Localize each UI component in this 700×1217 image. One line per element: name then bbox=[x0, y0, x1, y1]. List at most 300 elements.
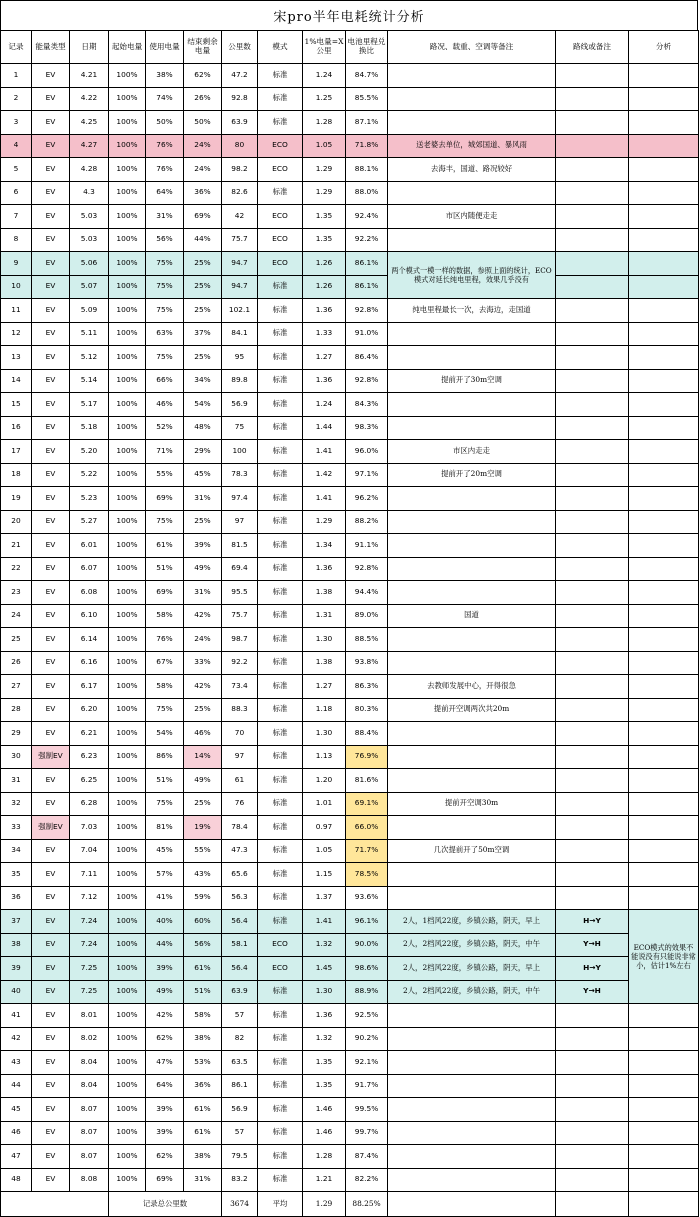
cell-start-charge: 100% bbox=[109, 205, 146, 229]
table-row bbox=[1, 205, 699, 229]
cell-record: 16 bbox=[1, 416, 32, 440]
cell-date: 8.07 bbox=[70, 1145, 109, 1169]
cell-route bbox=[556, 487, 629, 511]
cell-record: 12 bbox=[1, 322, 32, 346]
cell-km: 57 bbox=[222, 1004, 258, 1028]
cell-start-charge: 100% bbox=[109, 487, 146, 511]
cell-start-charge: 100% bbox=[109, 534, 146, 558]
cell-analysis-empty bbox=[629, 205, 699, 229]
cell-start-charge: 100% bbox=[109, 628, 146, 652]
cell-km-per-percent: 1.42 bbox=[303, 463, 346, 487]
cell-date: 5.14 bbox=[70, 369, 109, 393]
header-km: 公里数 bbox=[222, 31, 258, 64]
header-ratio: 电池里程兑换比 bbox=[346, 31, 388, 64]
cell-analysis-empty bbox=[629, 1145, 699, 1169]
cell-ratio: 71.8% bbox=[346, 134, 388, 158]
table-row bbox=[1, 1121, 699, 1145]
cell-remark: 市区内随便走走 bbox=[388, 205, 556, 229]
cell-end-charge: 46% bbox=[184, 722, 222, 746]
cell-km-per-percent: 1.46 bbox=[303, 1098, 346, 1122]
cell-analysis-empty bbox=[629, 1098, 699, 1122]
cell-route bbox=[556, 675, 629, 699]
cell-start-charge: 100% bbox=[109, 228, 146, 252]
cell-start-charge: 100% bbox=[109, 1027, 146, 1051]
cell-energy-type: EV bbox=[32, 64, 70, 88]
cell-route bbox=[556, 158, 629, 182]
cell-energy-type: EV bbox=[32, 1121, 70, 1145]
cell-record: 38 bbox=[1, 933, 32, 957]
cell-route bbox=[556, 181, 629, 205]
cell-used-charge: 75% bbox=[146, 792, 184, 816]
cell-date: 6.01 bbox=[70, 534, 109, 558]
cell-start-charge: 100% bbox=[109, 957, 146, 981]
cell-energy-type: EV bbox=[32, 957, 70, 981]
cell-energy-type: EV bbox=[32, 557, 70, 581]
cell-record: 8 bbox=[1, 228, 32, 252]
cell-route bbox=[556, 134, 629, 158]
cell-analysis-empty bbox=[629, 534, 699, 558]
cell-route bbox=[556, 275, 629, 299]
cell-record: 46 bbox=[1, 1121, 32, 1145]
cell-mode: 标准 bbox=[258, 463, 303, 487]
cell-start-charge: 100% bbox=[109, 675, 146, 699]
cell-end-charge: 56% bbox=[184, 933, 222, 957]
cell-end-charge: 25% bbox=[184, 510, 222, 534]
cell-end-charge: 51% bbox=[184, 980, 222, 1004]
cell-energy-type: EV bbox=[32, 158, 70, 182]
cell-ratio: 88.1% bbox=[346, 158, 388, 182]
cell-ratio: 76.9% bbox=[346, 745, 388, 769]
cell-merged-remark: 两个模式一模一样的数据，参照上面的统计，ECO模式对延长纯电里程，效果几乎没有 bbox=[388, 252, 556, 299]
cell-energy-type: EV bbox=[32, 604, 70, 628]
cell-ratio: 80.3% bbox=[346, 698, 388, 722]
cell-start-charge: 100% bbox=[109, 393, 146, 417]
cell-remark bbox=[388, 722, 556, 746]
table-row bbox=[1, 557, 699, 581]
cell-route bbox=[556, 346, 629, 370]
cell-km-per-percent: 1.33 bbox=[303, 322, 346, 346]
cell-km-per-percent: 1.24 bbox=[303, 393, 346, 417]
cell-ratio: 86.1% bbox=[346, 275, 388, 299]
cell-remark bbox=[388, 416, 556, 440]
cell-energy-type: EV bbox=[32, 1074, 70, 1098]
cell-remark: 纯电里程最长一次，去海边，走国道 bbox=[388, 299, 556, 323]
cell-mode: 标准 bbox=[258, 181, 303, 205]
cell-date: 7.24 bbox=[70, 910, 109, 934]
cell-end-charge: 45% bbox=[184, 463, 222, 487]
cell-start-charge: 100% bbox=[109, 722, 146, 746]
cell-date: 8.01 bbox=[70, 1004, 109, 1028]
cell-energy-type: EV bbox=[32, 980, 70, 1004]
cell-km-per-percent: 1.36 bbox=[303, 557, 346, 581]
cell-energy-type: EV bbox=[32, 792, 70, 816]
cell-date: 6.20 bbox=[70, 698, 109, 722]
cell-mode: 标准 bbox=[258, 275, 303, 299]
cell-remark bbox=[388, 1168, 556, 1192]
cell-used-charge: 66% bbox=[146, 369, 184, 393]
footer-avg-label: 平均 bbox=[258, 1192, 303, 1217]
cell-analysis-empty bbox=[629, 346, 699, 370]
cell-start-charge: 100% bbox=[109, 346, 146, 370]
cell-start-charge: 100% bbox=[109, 1004, 146, 1028]
cell-km: 78.3 bbox=[222, 463, 258, 487]
cell-record: 10 bbox=[1, 275, 32, 299]
cell-remark bbox=[388, 651, 556, 675]
cell-route bbox=[556, 1027, 629, 1051]
cell-mode: ECO bbox=[258, 228, 303, 252]
cell-mode: ECO bbox=[258, 252, 303, 276]
cell-km: 98.2 bbox=[222, 158, 258, 182]
cell-km-per-percent: 1.35 bbox=[303, 1074, 346, 1098]
cell-date: 5.22 bbox=[70, 463, 109, 487]
cell-date: 6.16 bbox=[70, 651, 109, 675]
cell-remark bbox=[388, 487, 556, 511]
cell-km: 75.7 bbox=[222, 228, 258, 252]
cell-km: 86.1 bbox=[222, 1074, 258, 1098]
cell-used-charge: 62% bbox=[146, 1145, 184, 1169]
cell-km: 88.3 bbox=[222, 698, 258, 722]
cell-record: 41 bbox=[1, 1004, 32, 1028]
cell-ratio: 92.8% bbox=[346, 369, 388, 393]
cell-record: 47 bbox=[1, 1145, 32, 1169]
cell-km-per-percent: 1.29 bbox=[303, 510, 346, 534]
cell-km: 78.4 bbox=[222, 816, 258, 840]
cell-route: H→Y bbox=[556, 957, 629, 981]
cell-km: 75 bbox=[222, 416, 258, 440]
table-row bbox=[1, 651, 699, 675]
header-energy-type: 能量类型 bbox=[32, 31, 70, 64]
cell-energy-type: EV bbox=[32, 628, 70, 652]
cell-date: 5.03 bbox=[70, 205, 109, 229]
cell-energy-type: EV bbox=[32, 933, 70, 957]
cell-ratio: 99.5% bbox=[346, 1098, 388, 1122]
cell-start-charge: 100% bbox=[109, 181, 146, 205]
cell-km-per-percent: 1.45 bbox=[303, 957, 346, 981]
cell-record: 30 bbox=[1, 745, 32, 769]
cell-start-charge: 100% bbox=[109, 769, 146, 793]
table-row bbox=[1, 510, 699, 534]
cell-ratio: 90.2% bbox=[346, 1027, 388, 1051]
cell-used-charge: 55% bbox=[146, 463, 184, 487]
cell-start-charge: 100% bbox=[109, 369, 146, 393]
cell-record: 25 bbox=[1, 628, 32, 652]
cell-date: 6.25 bbox=[70, 769, 109, 793]
cell-start-charge: 100% bbox=[109, 111, 146, 135]
cell-energy-type: EV bbox=[32, 87, 70, 111]
cell-ratio: 92.8% bbox=[346, 557, 388, 581]
cell-ratio: 84.3% bbox=[346, 393, 388, 417]
cell-analysis-empty bbox=[629, 816, 699, 840]
cell-used-charge: 45% bbox=[146, 839, 184, 863]
cell-date: 5.17 bbox=[70, 393, 109, 417]
cell-ratio: 89.0% bbox=[346, 604, 388, 628]
cell-km-per-percent: 1.26 bbox=[303, 252, 346, 276]
cell-end-charge: 55% bbox=[184, 839, 222, 863]
table-row bbox=[1, 722, 699, 746]
cell-record: 9 bbox=[1, 252, 32, 276]
cell-analysis-empty bbox=[629, 557, 699, 581]
cell-analysis-empty bbox=[629, 440, 699, 464]
cell-start-charge: 100% bbox=[109, 698, 146, 722]
cell-start-charge: 100% bbox=[109, 416, 146, 440]
cell-analysis-empty bbox=[629, 181, 699, 205]
cell-used-charge: 74% bbox=[146, 87, 184, 111]
cell-remark: 去教师发展中心，开得很急 bbox=[388, 675, 556, 699]
cell-ratio: 91.1% bbox=[346, 534, 388, 558]
cell-route: H→Y bbox=[556, 910, 629, 934]
cell-km: 94.7 bbox=[222, 252, 258, 276]
cell-analysis-empty bbox=[629, 487, 699, 511]
cell-date: 6.28 bbox=[70, 792, 109, 816]
cell-energy-type: EV bbox=[32, 510, 70, 534]
header-date: 日期 bbox=[70, 31, 109, 64]
cell-end-charge: 62% bbox=[184, 64, 222, 88]
cell-analysis-empty bbox=[629, 628, 699, 652]
cell-record: 29 bbox=[1, 722, 32, 746]
cell-energy-type: 强制EV bbox=[32, 816, 70, 840]
cell-remark: 送老婆去单位，城郊国道、暴风雨 bbox=[388, 134, 556, 158]
cell-km-per-percent: 1.32 bbox=[303, 933, 346, 957]
table-row bbox=[1, 322, 699, 346]
cell-used-charge: 54% bbox=[146, 722, 184, 746]
cell-energy-type: EV bbox=[32, 393, 70, 417]
cell-energy-type: EV bbox=[32, 181, 70, 205]
cell-route bbox=[556, 534, 629, 558]
cell-km: 81.5 bbox=[222, 534, 258, 558]
cell-energy-type: EV bbox=[32, 769, 70, 793]
cell-analysis-empty bbox=[629, 886, 699, 910]
cell-km-per-percent: 0.97 bbox=[303, 816, 346, 840]
cell-km-per-percent: 1.38 bbox=[303, 651, 346, 675]
cell-mode: 标准 bbox=[258, 1145, 303, 1169]
cell-route bbox=[556, 252, 629, 276]
cell-km: 42 bbox=[222, 205, 258, 229]
cell-used-charge: 56% bbox=[146, 228, 184, 252]
cell-used-charge: 81% bbox=[146, 816, 184, 840]
cell-km-per-percent: 1.28 bbox=[303, 1145, 346, 1169]
cell-route bbox=[556, 698, 629, 722]
cell-km: 56.4 bbox=[222, 910, 258, 934]
header-km-per-percent: 1%电量=X公里 bbox=[303, 31, 346, 64]
cell-km: 95 bbox=[222, 346, 258, 370]
cell-remark bbox=[388, 628, 556, 652]
cell-analysis-empty bbox=[629, 369, 699, 393]
cell-energy-type: EV bbox=[32, 463, 70, 487]
cell-mode: 标准 bbox=[258, 698, 303, 722]
cell-used-charge: 58% bbox=[146, 675, 184, 699]
cell-used-charge: 51% bbox=[146, 769, 184, 793]
table-row bbox=[1, 252, 699, 276]
table-row bbox=[1, 792, 699, 816]
cell-start-charge: 100% bbox=[109, 933, 146, 957]
table-row bbox=[1, 1074, 699, 1098]
sheet-title: 宋pro半年电耗统计分析 bbox=[0, 0, 698, 31]
cell-used-charge: 39% bbox=[146, 957, 184, 981]
cell-remark bbox=[388, 393, 556, 417]
cell-remark: 提前开了30m空调 bbox=[388, 369, 556, 393]
cell-date: 5.03 bbox=[70, 228, 109, 252]
cell-mode: ECO bbox=[258, 957, 303, 981]
cell-ratio: 71.7% bbox=[346, 839, 388, 863]
cell-end-charge: 25% bbox=[184, 252, 222, 276]
cell-ratio: 81.6% bbox=[346, 769, 388, 793]
cell-used-charge: 86% bbox=[146, 745, 184, 769]
cell-analysis-empty bbox=[629, 1168, 699, 1192]
cell-energy-type: EV bbox=[32, 1145, 70, 1169]
cell-analysis-empty bbox=[629, 510, 699, 534]
cell-mode: 标准 bbox=[258, 557, 303, 581]
table-row bbox=[1, 111, 699, 135]
cell-km: 70 bbox=[222, 722, 258, 746]
cell-km-per-percent: 1.41 bbox=[303, 440, 346, 464]
cell-analysis-empty bbox=[629, 698, 699, 722]
cell-date: 6.17 bbox=[70, 675, 109, 699]
table-row bbox=[1, 675, 699, 699]
cell-analysis-empty bbox=[629, 111, 699, 135]
cell-remark bbox=[388, 64, 556, 88]
cell-end-charge: 24% bbox=[184, 628, 222, 652]
cell-record: 45 bbox=[1, 1098, 32, 1122]
cell-analysis-empty bbox=[629, 134, 699, 158]
cell-end-charge: 38% bbox=[184, 1027, 222, 1051]
cell-km: 65.6 bbox=[222, 863, 258, 887]
cell-km-per-percent: 1.36 bbox=[303, 369, 346, 393]
cell-energy-type: EV bbox=[32, 134, 70, 158]
cell-analysis-empty bbox=[629, 1074, 699, 1098]
cell-remark bbox=[388, 346, 556, 370]
cell-km-per-percent: 1.36 bbox=[303, 1004, 346, 1028]
cell-analysis: ECO模式的效果不能说没有只能说非常小，估计1%左右 bbox=[629, 910, 699, 1004]
cell-km-per-percent: 1.20 bbox=[303, 769, 346, 793]
cell-km: 63.9 bbox=[222, 111, 258, 135]
cell-route bbox=[556, 816, 629, 840]
cell-ratio: 92.8% bbox=[346, 299, 388, 323]
cell-km: 84.1 bbox=[222, 322, 258, 346]
cell-end-charge: 59% bbox=[184, 886, 222, 910]
cell-analysis-empty bbox=[629, 581, 699, 605]
header-remarks: 路况、载重、空调等备注 bbox=[388, 31, 556, 64]
cell-analysis-empty bbox=[629, 839, 699, 863]
cell-end-charge: 42% bbox=[184, 675, 222, 699]
cell-ratio: 96.1% bbox=[346, 910, 388, 934]
cell-remark bbox=[388, 816, 556, 840]
cell-record: 21 bbox=[1, 534, 32, 558]
cell-remark bbox=[388, 745, 556, 769]
cell-used-charge: 46% bbox=[146, 393, 184, 417]
cell-record: 5 bbox=[1, 158, 32, 182]
cell-record: 2 bbox=[1, 87, 32, 111]
cell-end-charge: 53% bbox=[184, 1051, 222, 1075]
cell-record: 31 bbox=[1, 769, 32, 793]
cell-route bbox=[556, 463, 629, 487]
cell-route bbox=[556, 863, 629, 887]
cell-record: 4 bbox=[1, 134, 32, 158]
cell-used-charge: 75% bbox=[146, 510, 184, 534]
cell-analysis-empty bbox=[629, 863, 699, 887]
cell-km: 94.7 bbox=[222, 275, 258, 299]
cell-km-per-percent: 1.28 bbox=[303, 111, 346, 135]
cell-mode: 标准 bbox=[258, 628, 303, 652]
cell-route: Y→H bbox=[556, 980, 629, 1004]
cell-start-charge: 100% bbox=[109, 1098, 146, 1122]
cell-ratio: 87.1% bbox=[346, 111, 388, 135]
cell-km: 97 bbox=[222, 745, 258, 769]
cell-start-charge: 100% bbox=[109, 651, 146, 675]
cell-analysis-empty bbox=[629, 745, 699, 769]
cell-used-charge: 75% bbox=[146, 252, 184, 276]
cell-used-charge: 57% bbox=[146, 863, 184, 887]
cell-km: 57 bbox=[222, 1121, 258, 1145]
cell-analysis-empty bbox=[629, 1121, 699, 1145]
cell-record: 26 bbox=[1, 651, 32, 675]
cell-start-charge: 100% bbox=[109, 64, 146, 88]
cell-date: 7.12 bbox=[70, 886, 109, 910]
cell-remark: 市区内走走 bbox=[388, 440, 556, 464]
cell-km-per-percent: 1.35 bbox=[303, 205, 346, 229]
cell-km-per-percent: 1.05 bbox=[303, 134, 346, 158]
cell-end-charge: 29% bbox=[184, 440, 222, 464]
cell-remark: 国道 bbox=[388, 604, 556, 628]
cell-km: 56.9 bbox=[222, 393, 258, 417]
cell-ratio: 82.2% bbox=[346, 1168, 388, 1192]
cell-mode: 标准 bbox=[258, 1051, 303, 1075]
table-row bbox=[1, 1098, 699, 1122]
cell-ratio: 91.7% bbox=[346, 1074, 388, 1098]
cell-analysis-empty bbox=[629, 792, 699, 816]
cell-km-per-percent: 1.13 bbox=[303, 745, 346, 769]
cell-route bbox=[556, 604, 629, 628]
cell-end-charge: 14% bbox=[184, 745, 222, 769]
cell-remark bbox=[388, 322, 556, 346]
cell-mode: ECO bbox=[258, 134, 303, 158]
cell-km: 56.4 bbox=[222, 957, 258, 981]
cell-date: 5.12 bbox=[70, 346, 109, 370]
cell-end-charge: 42% bbox=[184, 604, 222, 628]
cell-used-charge: 64% bbox=[146, 1074, 184, 1098]
cell-used-charge: 75% bbox=[146, 299, 184, 323]
cell-ratio: 66.0% bbox=[346, 816, 388, 840]
cell-remark: 提前开了20m空调 bbox=[388, 463, 556, 487]
cell-route bbox=[556, 369, 629, 393]
cell-ratio: 92.5% bbox=[346, 1004, 388, 1028]
cell-route bbox=[556, 299, 629, 323]
cell-mode: 标准 bbox=[258, 346, 303, 370]
cell-end-charge: 31% bbox=[184, 1168, 222, 1192]
cell-end-charge: 25% bbox=[184, 792, 222, 816]
cell-start-charge: 100% bbox=[109, 510, 146, 534]
cell-route bbox=[556, 1051, 629, 1075]
cell-km: 92.2 bbox=[222, 651, 258, 675]
cell-date: 6.21 bbox=[70, 722, 109, 746]
table-row bbox=[1, 228, 699, 252]
cell-route bbox=[556, 651, 629, 675]
cell-start-charge: 100% bbox=[109, 134, 146, 158]
cell-start-charge: 100% bbox=[109, 1168, 146, 1192]
cell-start-charge: 100% bbox=[109, 581, 146, 605]
cell-route bbox=[556, 1074, 629, 1098]
cell-energy-type: EV bbox=[32, 275, 70, 299]
cell-ratio: 90.0% bbox=[346, 933, 388, 957]
cell-date: 5.07 bbox=[70, 275, 109, 299]
cell-used-charge: 76% bbox=[146, 134, 184, 158]
cell-date: 5.20 bbox=[70, 440, 109, 464]
cell-start-charge: 100% bbox=[109, 745, 146, 769]
cell-km-per-percent: 1.34 bbox=[303, 534, 346, 558]
header-record: 记录 bbox=[1, 31, 32, 64]
cell-ratio: 92.1% bbox=[346, 1051, 388, 1075]
cell-ratio: 88.9% bbox=[346, 980, 388, 1004]
cell-record: 13 bbox=[1, 346, 32, 370]
